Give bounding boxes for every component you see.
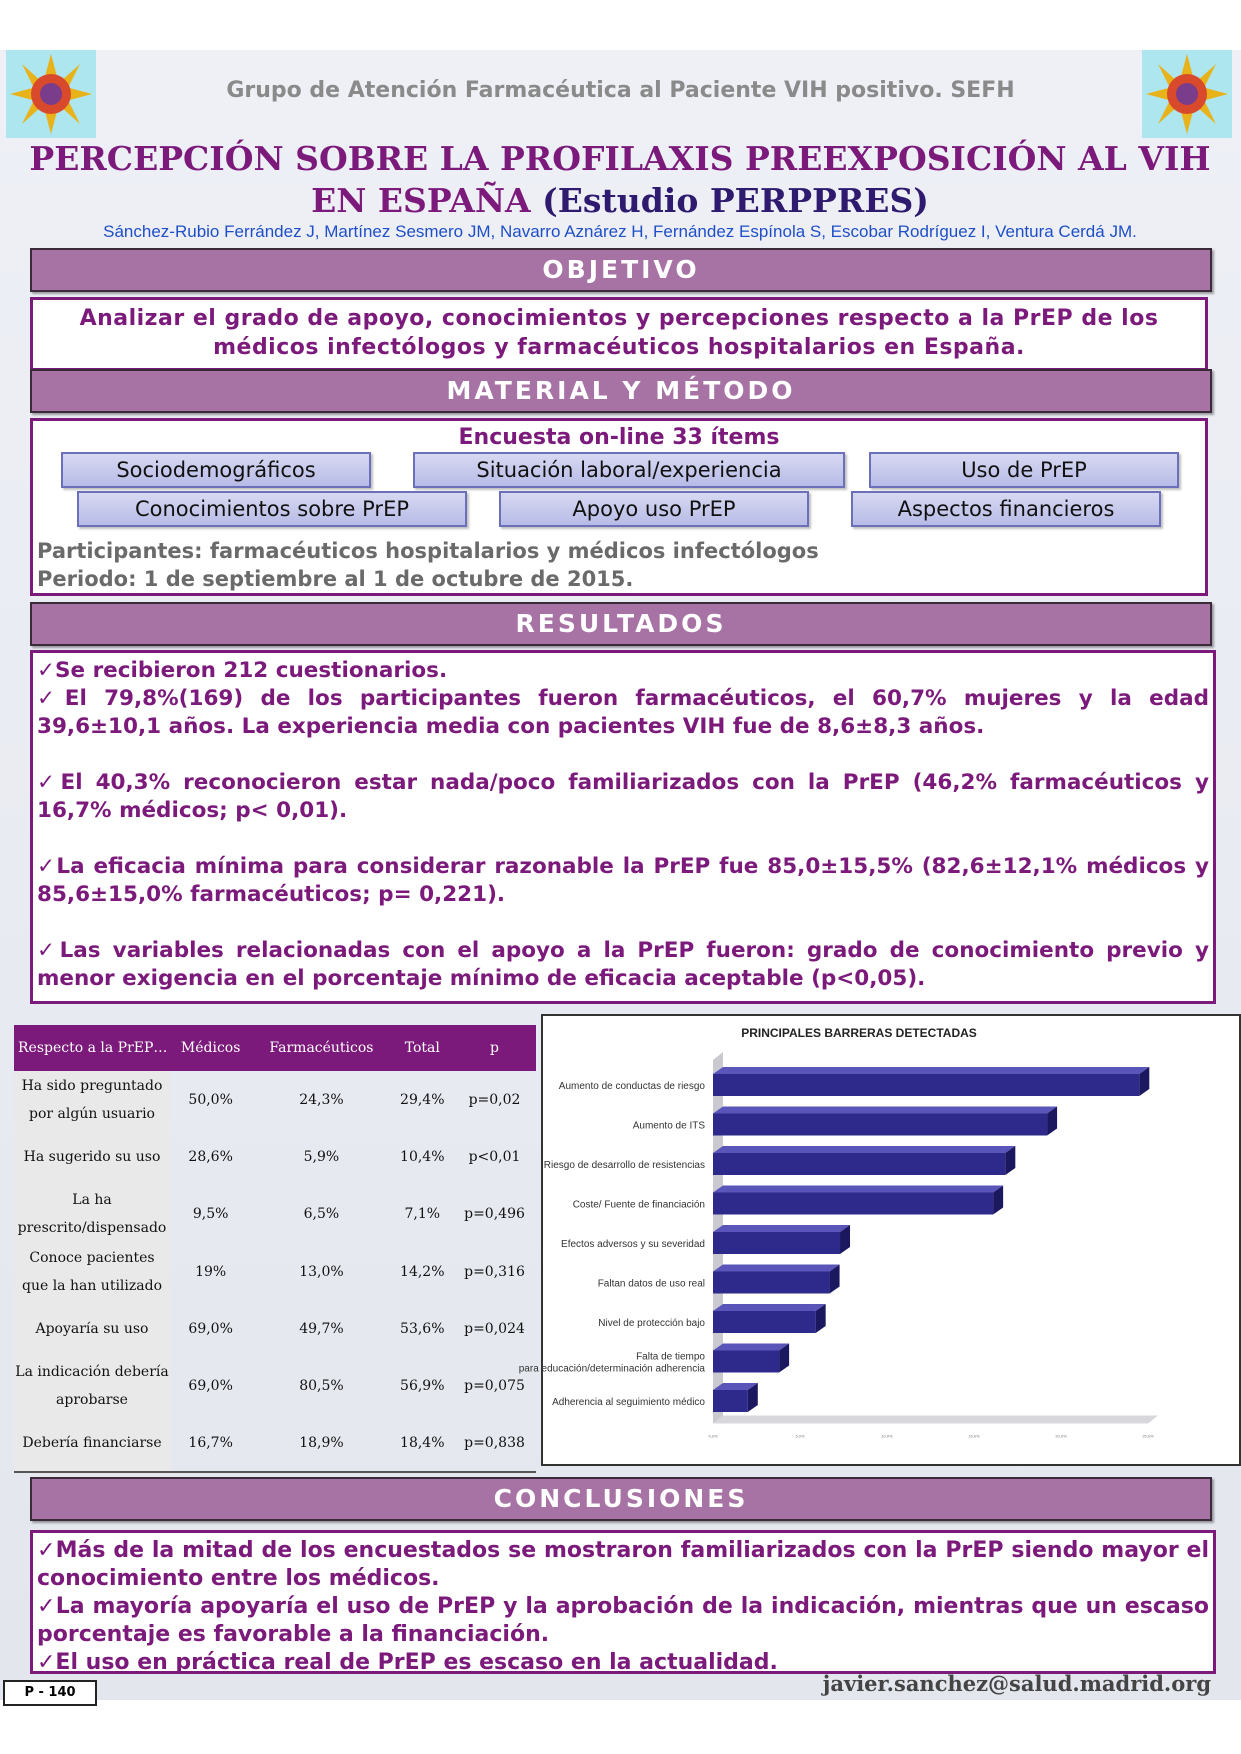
table-row — [14, 1357, 536, 1415]
table-header-cell: Farmacéuticos — [251, 1025, 391, 1071]
objetivo-text: Analizar el grado de apoyo, conocimientos y percepciones respecto a la PrEP de los médicos infectólogos y farmacéuticos hospitalarios en España. — [30, 297, 1208, 371]
title-main: PERCEPCIÓN SOBRE LA PROFILAXIS PREEXPOSICIÓN AL VIH EN ESPAÑA — [29, 139, 1211, 220]
chart-floor — [713, 1416, 1158, 1424]
authors: Sánchez-Rubio Ferrández J, Martínez Sesmero JM, Navarro Aznárez H, Fernández Espínola S, Escobar Rodríguez I, Ventura Cerdá JM. — [103, 222, 1137, 241]
chart-bar — [713, 1232, 840, 1254]
table-header-cell: p — [453, 1025, 536, 1071]
cell-medicos: 9,5% — [192, 1206, 229, 1222]
table-row — [14, 1071, 536, 1129]
chip-situacion-laboral: Situación laboral/experiencia — [413, 452, 845, 488]
cell-p: p=0,075 — [464, 1378, 525, 1394]
title-sub: (Estudio PERPPRES) — [542, 181, 929, 220]
metodo-box — [30, 418, 1208, 596]
cell-total: 29,4% — [400, 1092, 445, 1108]
table-header-cell: Médicos — [170, 1025, 251, 1071]
cell-medicos: 69,0% — [188, 1378, 233, 1394]
cell-farmaceuticos: 5,9% — [303, 1149, 340, 1165]
chart-category-label: Aumento de conductas de riesgo — [558, 1081, 705, 1092]
chart-tick-label: 15,0% — [968, 1433, 980, 1439]
cell-p: p<0,01 — [468, 1149, 521, 1165]
chart-category-label: Efectos adversos y su severidad — [561, 1239, 705, 1250]
table-row — [14, 1415, 536, 1472]
chart-bar-top — [713, 1304, 826, 1311]
chart-title: PRINCIPALES BARRERAS DETECTADAS — [741, 1026, 977, 1040]
cell-total: 56,9% — [400, 1378, 445, 1394]
cell-total: 53,6% — [400, 1321, 445, 1337]
conclusion-item-3: ✓El uso en práctica real de PrEP es escaso en la actualidad. — [37, 1650, 778, 1675]
cell-p: p=0,838 — [453, 1415, 536, 1472]
row-label: Ha sugerido su uso — [14, 1129, 170, 1185]
chip-conocimientos: Conocimientos sobre PrEP — [77, 491, 467, 527]
chart-bar — [713, 1390, 748, 1412]
chart-tick-label: 10,0% — [881, 1433, 893, 1439]
chart-category-label: Nivel de protección bajo — [598, 1318, 705, 1329]
chip-aspectos-financieros: Aspectos financieros — [851, 491, 1161, 527]
cell-total: 7,1% — [404, 1206, 441, 1222]
barriers-chart — [518, 1014, 1241, 1466]
chart-bar — [713, 1074, 1139, 1096]
chart-bar — [713, 1351, 779, 1373]
table-header-cell: Total — [392, 1025, 453, 1071]
conclusiones-heading: CONCLUSIONES — [30, 1477, 1212, 1521]
chart-category-label: Riesgo de desarrollo de resistencias — [543, 1160, 705, 1171]
cell-medicos: 50,0% — [188, 1092, 233, 1108]
table-row — [14, 1301, 536, 1357]
chart-category-label: Adherencia al seguimiento médico — [552, 1397, 705, 1408]
table-row — [14, 1129, 536, 1185]
chip-apoyo-uso: Apoyo uso PrEP — [499, 491, 809, 527]
chip-sociodemograficos: Sociodemográficos — [61, 452, 371, 488]
poster-code: P - 140 — [3, 1680, 97, 1706]
chart-bar-top — [713, 1107, 1057, 1114]
cell-farmaceuticos: 18,9% — [251, 1415, 391, 1472]
chart-bar — [713, 1153, 1005, 1175]
cell-farmaceuticos: 49,7% — [299, 1321, 344, 1337]
row-label: La ha prescrito/dispensado — [14, 1185, 170, 1243]
cell-p: p=0,02 — [468, 1092, 521, 1108]
cell-total: 14,2% — [400, 1264, 445, 1280]
cell-total: 10,4% — [400, 1149, 445, 1165]
objetivo-heading: OBJETIVO — [30, 248, 1212, 292]
survey-label: Encuesta on-line 33 ítems — [458, 425, 780, 450]
cell-medicos: 69,0% — [188, 1321, 233, 1337]
chart-bar-top — [713, 1265, 840, 1272]
resultados-heading: RESULTADOS — [30, 602, 1212, 646]
contact-email: javier.sanchez@salud.madrid.org — [822, 1671, 1211, 1696]
result-item-4: ✓La eficacia mínima para considerar razonable la PrEP fue 85,0±15,5% (82,6±12,1% médicos y 85,6±15,0% farmacéuticos; p= 0,221). — [37, 854, 1209, 907]
cell-medicos: 28,6% — [188, 1149, 233, 1165]
result-item-3: ✓El 40,3% reconocieron estar nada/poco familiarizados con la PrEP (46,2% farmacéuticos y 16,7% médicos; p< 0,01). — [37, 770, 1209, 823]
cell-p: p=0,316 — [464, 1264, 525, 1280]
chart-bar-top — [713, 1067, 1149, 1074]
chip-uso-prep: Uso de PrEP — [869, 452, 1179, 488]
chart-tick-label: 20,0% — [1055, 1433, 1067, 1439]
cell-farmaceuticos: 6,5% — [303, 1206, 340, 1222]
cell-p: p=0,024 — [464, 1321, 525, 1337]
chart-bar-top — [713, 1225, 850, 1232]
results-table — [14, 1025, 536, 1473]
chart-bar — [713, 1272, 830, 1294]
period-text: Periodo: 1 de septiembre al 1 de octubre de 2015. — [37, 567, 634, 591]
cell-medicos: 19% — [195, 1264, 227, 1280]
result-item-5: ✓Las variables relacionadas con el apoyo a la PrEP fueron: grado de conocimiento previo y menor exigencia en el porcentaje mínimo de eficacia aceptable (p<0,05). — [37, 938, 1209, 991]
cell-p: p=0,496 — [464, 1206, 525, 1222]
result-item-2: ✓El 79,8%(169) de los participantes fueron farmacéuticos, el 60,7% mujeres y la edad 39,6±10,1 años. La experiencia media con pacientes VIH fue de 8,6±8,3 años. — [37, 686, 1209, 739]
chart-category-label: Coste/ Fuente de financiación — [572, 1199, 705, 1211]
chart-tick-label: 25,0% — [1142, 1433, 1154, 1439]
conclusiones-box — [30, 1530, 1216, 1674]
cell-medicos: 16,7% — [170, 1415, 251, 1472]
chart-category-label: Aumento de ITS — [632, 1120, 705, 1132]
cell-farmaceuticos: 80,5% — [299, 1378, 344, 1394]
chart-category-label: Falta de tiempo para educación/determinación adherencia — [518, 1351, 705, 1375]
chart-category-label: Faltan datos de uso real — [597, 1278, 705, 1290]
row-label: Debería financiarse — [14, 1415, 170, 1472]
chart-bar-top — [713, 1344, 789, 1351]
chart-tick-label: 5,0% — [795, 1433, 805, 1439]
table-header-cell: Respecto a la PrEP… — [14, 1025, 170, 1071]
chart-bar — [713, 1114, 1047, 1136]
row-label: Conoce pacientes que la han utilizado — [14, 1243, 170, 1301]
conclusion-item-2: ✓La mayoría apoyaría el uso de PrEP y la aprobación de la indicación, mientras que un escaso porcentaje es favorable a la financiación. — [37, 1594, 1209, 1647]
conclusion-item-1: ✓Más de la mitad de los encuestados se mostraron familiarizados con la PrEP siendo mayor el conocimiento entre los médicos. — [37, 1538, 1209, 1591]
table-header-row — [14, 1025, 536, 1071]
participants-text: Participantes: farmacéuticos hospitalarios y médicos infectólogos — [37, 539, 819, 563]
chart-bar-top — [713, 1146, 1015, 1153]
cell-farmaceuticos: 13,0% — [299, 1264, 344, 1280]
poster-title — [20, 138, 1220, 222]
metodo-heading: MATERIAL Y MÉTODO — [30, 369, 1212, 413]
cell-farmaceuticos: 24,3% — [299, 1092, 344, 1108]
chart-tick-label: 0,0% — [708, 1433, 718, 1439]
chart-bar — [713, 1311, 816, 1333]
chart-bar-top — [713, 1186, 1003, 1193]
resultados-box — [30, 650, 1216, 1004]
result-item-1: ✓Se recibieron 212 cuestionarios. — [37, 658, 448, 683]
chart-bar — [713, 1193, 993, 1215]
row-label: Ha sido preguntado por algún usuario — [14, 1071, 170, 1129]
row-label: Apoyaría su uso — [14, 1301, 170, 1357]
group-name: Grupo de Atención Farmacéutica al Paciente VIH positivo. SEFH — [226, 78, 1015, 103]
table-row — [14, 1243, 536, 1301]
row-label: La indicación debería aprobarse — [14, 1357, 170, 1415]
barriers-chart-svg — [518, 1016, 1239, 1464]
cell-total: 18,4% — [392, 1415, 453, 1472]
table-row — [14, 1185, 536, 1243]
